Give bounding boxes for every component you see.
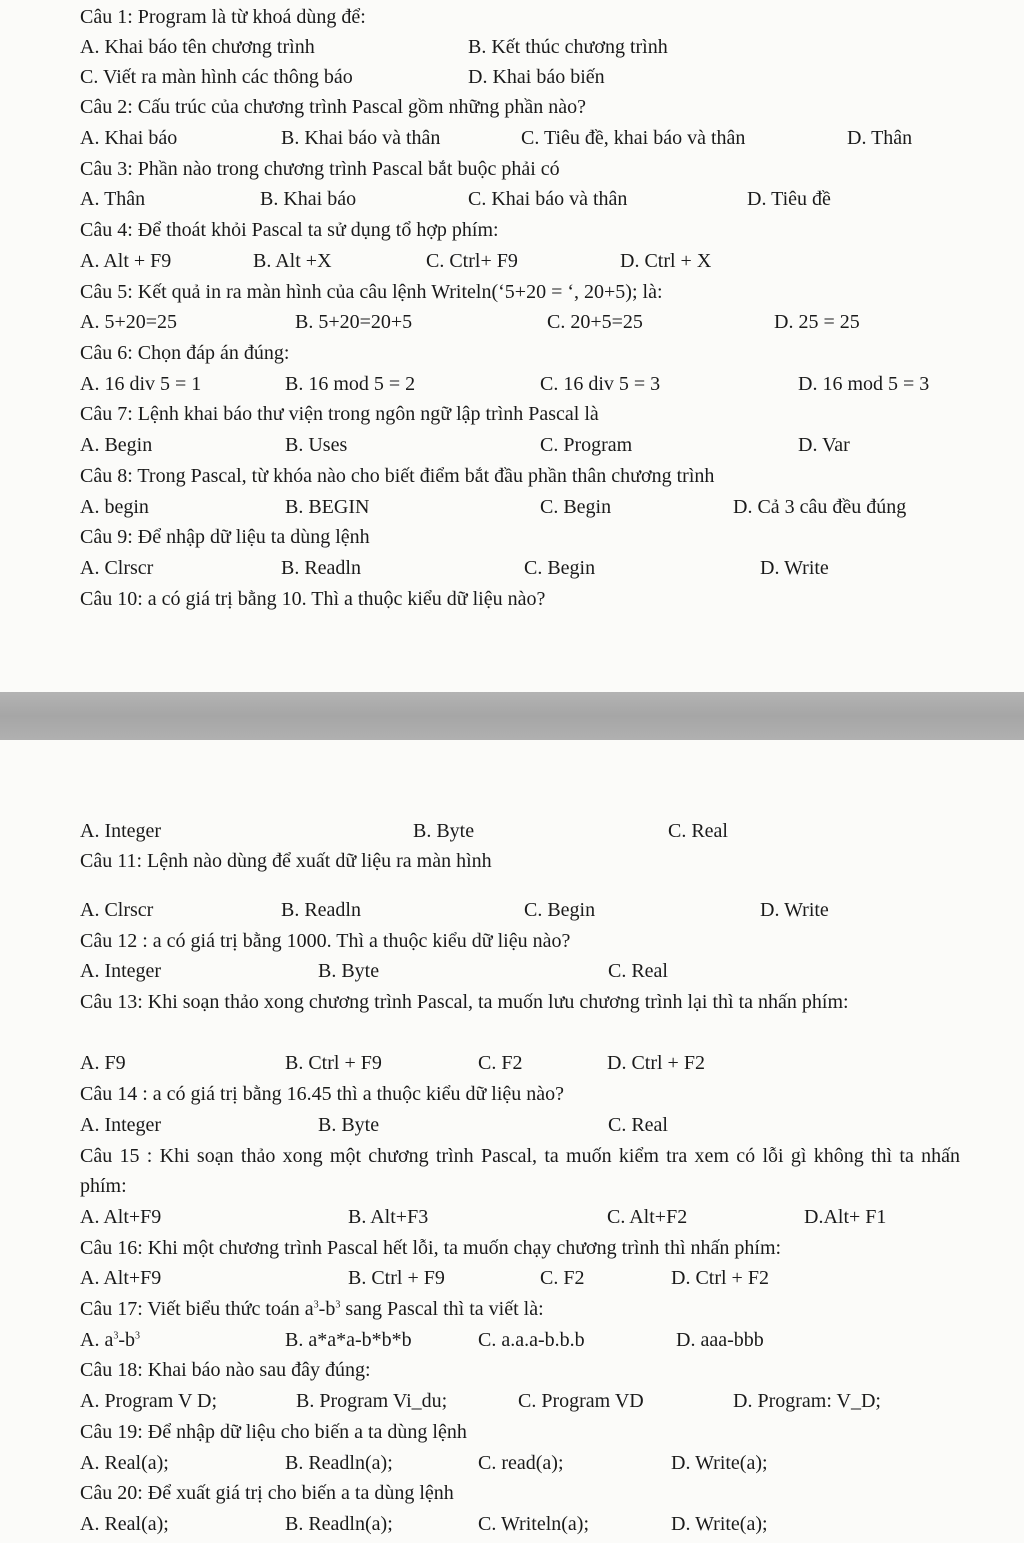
question-14: Câu 14 : a có giá trị bằng 16.45 thì a thuộc kiểu dữ liệu nào? [80,1083,565,1105]
q17-exponent-1: 3 [313,1299,319,1311]
q17-option-b[interactable]: B. a*a*a-b*b*b [285,1329,412,1351]
q7-option-d[interactable]: D. Var [798,434,850,456]
q6-option-a[interactable]: A. 16 div 5 = 1 [80,373,202,395]
q9-option-d[interactable]: D. Write [760,557,829,579]
question-4: Câu 4: Để thoát khỏi Pascal ta sử dụng tổ hợp phím: [80,219,499,241]
question-12: Câu 12 : a có giá trị bằng 1000. Thì a thuộc kiểu dữ liệu nào? [80,930,571,952]
q20-option-d[interactable]: D. Write(a); [671,1513,768,1535]
question-10: Câu 10: a có giá trị bằng 10. Thì a thuộc kiểu dữ liệu nào? [80,588,546,610]
q18-option-b[interactable]: B. Program Vi_du; [296,1390,448,1412]
q7-option-b[interactable]: B. Uses [285,434,348,456]
q3-option-c[interactable]: C. Khai báo và thân [468,188,628,210]
question-15: Câu 15 : Khi soạn thảo xong một chương trình Pascal, ta muốn kiểm tra xem có lỗi gì không thì ta nhấn phím: [80,1145,960,1197]
q19-option-a[interactable]: A. Real(a); [80,1452,169,1474]
q13-option-a[interactable]: A. F9 [80,1052,126,1074]
q18-option-d[interactable]: D. Program: V_D; [733,1390,881,1412]
question-18: Câu 18: Khai báo nào sau đây đúng: [80,1359,371,1381]
q5-option-c[interactable]: C. 20+5=25 [547,311,643,333]
q9-option-a[interactable]: A. Clrscr [80,557,154,579]
q10-option-a[interactable]: A. Integer [80,820,162,842]
q15-option-d[interactable]: D.Alt+ F1 [804,1206,887,1228]
q8-option-c[interactable]: C. Begin [540,496,612,518]
q16-option-a[interactable]: A. Alt+F9 [80,1267,162,1289]
q17-option-c[interactable]: C. a.a.a-b.b.b [478,1329,585,1351]
question-1: Câu 1: Program là từ khoá dùng để: [80,6,366,28]
q6-option-b[interactable]: B. 16 mod 5 = 2 [285,373,416,395]
q20-option-c[interactable]: C. Writeln(a); [478,1513,590,1535]
q15-option-a[interactable]: A. Alt+F9 [80,1206,162,1228]
q2-option-d[interactable]: D. Thân [847,127,913,149]
question-16: Câu 16: Khi một chương trình Pascal hết lỗi, ta muốn chạy chương trình thì nhấn phím: [80,1237,782,1259]
q17-text-post: sang Pascal thì ta viết là: [340,1298,544,1320]
q14-option-a[interactable]: A. Integer [80,1114,162,1136]
q15-option-b[interactable]: B. Alt+F3 [348,1206,429,1228]
q17-exponent-2: 3 [335,1299,341,1311]
q12-option-c[interactable]: C. Real [608,960,668,982]
q6-option-c[interactable]: C. 16 div 5 = 3 [540,373,661,395]
q1-option-a[interactable]: A. Khai báo tên chương trình [80,36,315,58]
question-11: Câu 11: Lệnh nào dùng để xuất dữ liệu ra màn hình [80,850,492,872]
q12-option-b[interactable]: B. Byte [318,960,380,982]
q13-option-b[interactable]: B. Ctrl + F9 [285,1052,382,1074]
q6-option-d[interactable]: D. 16 mod 5 = 3 [798,373,930,395]
q17-option-a-pre: A. a [80,1329,114,1351]
question-8: Câu 8: Trong Pascal, từ khóa nào cho biết điểm bắt đầu phần thân chương trình [80,465,715,487]
q12-option-a[interactable]: A. Integer [80,960,162,982]
q5-option-b[interactable]: B. 5+20=20+5 [295,311,413,333]
q18-option-a[interactable]: A. Program V D; [80,1390,218,1412]
q3-option-b[interactable]: B. Khai báo [260,188,357,210]
question-2: Câu 2: Cấu trúc của chương trình Pascal gồm những phần nào? [80,96,587,118]
q11-option-d[interactable]: D. Write [760,899,829,921]
q8-option-b[interactable]: B. BEGIN [285,496,370,518]
q17-text-mid: -b [318,1298,336,1320]
page-gap-bar [0,692,1024,740]
q19-option-c[interactable]: C. read(a); [478,1452,564,1474]
q14-option-c[interactable]: C. Real [608,1114,668,1136]
q13-option-d[interactable]: D. Ctrl + F2 [607,1052,705,1074]
q4-option-d[interactable]: D. Ctrl + X [620,250,712,272]
q4-option-a[interactable]: A. Alt + F9 [80,250,172,272]
q17-option-a[interactable] [80,1325,140,1355]
q3-option-a[interactable]: A. Thân [80,188,146,210]
q11-option-c[interactable]: C. Begin [524,899,596,921]
q17-text-pre: Câu 17: Viết biểu thức toán a [80,1298,314,1320]
q1-option-b[interactable]: B. Kết thúc chương trình [468,36,668,58]
q19-option-b[interactable]: B. Readln(a); [285,1452,393,1474]
q5-option-d[interactable]: D. 25 = 25 [774,311,860,333]
q18-option-c[interactable]: C. Program VD [518,1390,644,1412]
q19-option-d[interactable]: D. Write(a); [671,1452,768,1474]
q8-option-a[interactable]: A. begin [80,496,149,518]
q20-option-a[interactable]: A. Real(a); [80,1513,169,1535]
question-13: Câu 13: Khi soạn thảo xong chương trình Pascal, ta muốn lưu chương trình lại thì ta nhấn phím: [80,991,849,1013]
q14-option-b[interactable]: B. Byte [318,1114,380,1136]
q2-option-b[interactable]: B. Khai báo và thân [281,127,441,149]
q1-option-d[interactable]: D. Khai báo biến [468,66,605,88]
q16-option-b[interactable]: B. Ctrl + F9 [348,1267,445,1289]
q2-option-c[interactable]: C. Tiêu đề, khai báo và thân [521,127,746,149]
question-9: Câu 9: Để nhập dữ liệu ta dùng lệnh [80,526,370,548]
q2-option-a[interactable]: A. Khai báo [80,127,178,149]
q7-option-a[interactable]: A. Begin [80,434,153,456]
question-6: Câu 6: Chọn đáp án đúng: [80,342,290,364]
q16-option-d[interactable]: D. Ctrl + F2 [671,1267,769,1289]
q3-option-d[interactable]: D. Tiêu đề [747,188,831,210]
q20-option-b[interactable]: B. Readln(a); [285,1513,393,1535]
q7-option-c[interactable]: C. Program [540,434,633,456]
question-17 [80,1294,544,1324]
question-20: Câu 20: Để xuất giá trị cho biến a ta dùng lệnh [80,1482,454,1504]
q16-option-c[interactable]: C. F2 [540,1267,585,1289]
q17-option-a-exp-2: 3 [135,1330,140,1342]
q4-option-b[interactable]: B. Alt +X [253,250,332,272]
q1-option-c[interactable]: C. Viết ra màn hình các thông báo [80,66,353,88]
q8-option-d[interactable]: D. Cả 3 câu đều đúng [733,496,907,518]
q5-option-a[interactable]: A. 5+20=25 [80,311,178,333]
q10-option-c[interactable]: C. Real [668,820,728,842]
q17-option-a-exp-1: 3 [113,1330,119,1342]
q17-option-a-mid: -b [118,1329,135,1351]
q4-option-c[interactable]: C. Ctrl+ F9 [426,250,518,272]
q17-option-d[interactable]: D. aaa-bbb [676,1329,764,1351]
question-19: Câu 19: Để nhập dữ liệu cho biến a ta dùng lệnh [80,1421,467,1443]
q11-option-a[interactable]: A. Clrscr [80,899,154,921]
question-7: Câu 7: Lệnh khai báo thư viện trong ngôn ngữ lập trình Pascal là [80,403,599,425]
q9-option-b[interactable]: B. Readln [281,557,361,579]
q11-option-b[interactable]: B. Readln [281,899,361,921]
question-3: Câu 3: Phần nào trong chương trình Pascal bắt buộc phải có [80,158,560,180]
question-5: Câu 5: Kết quả in ra màn hình của câu lệnh Writeln(‘5+20 = ‘, 20+5); là: [80,281,663,303]
q13-option-c[interactable]: C. F2 [478,1052,523,1074]
q10-option-b[interactable]: B. Byte [413,820,475,842]
q15-option-c[interactable]: C. Alt+F2 [607,1206,688,1228]
q9-option-c[interactable]: C. Begin [524,557,596,579]
